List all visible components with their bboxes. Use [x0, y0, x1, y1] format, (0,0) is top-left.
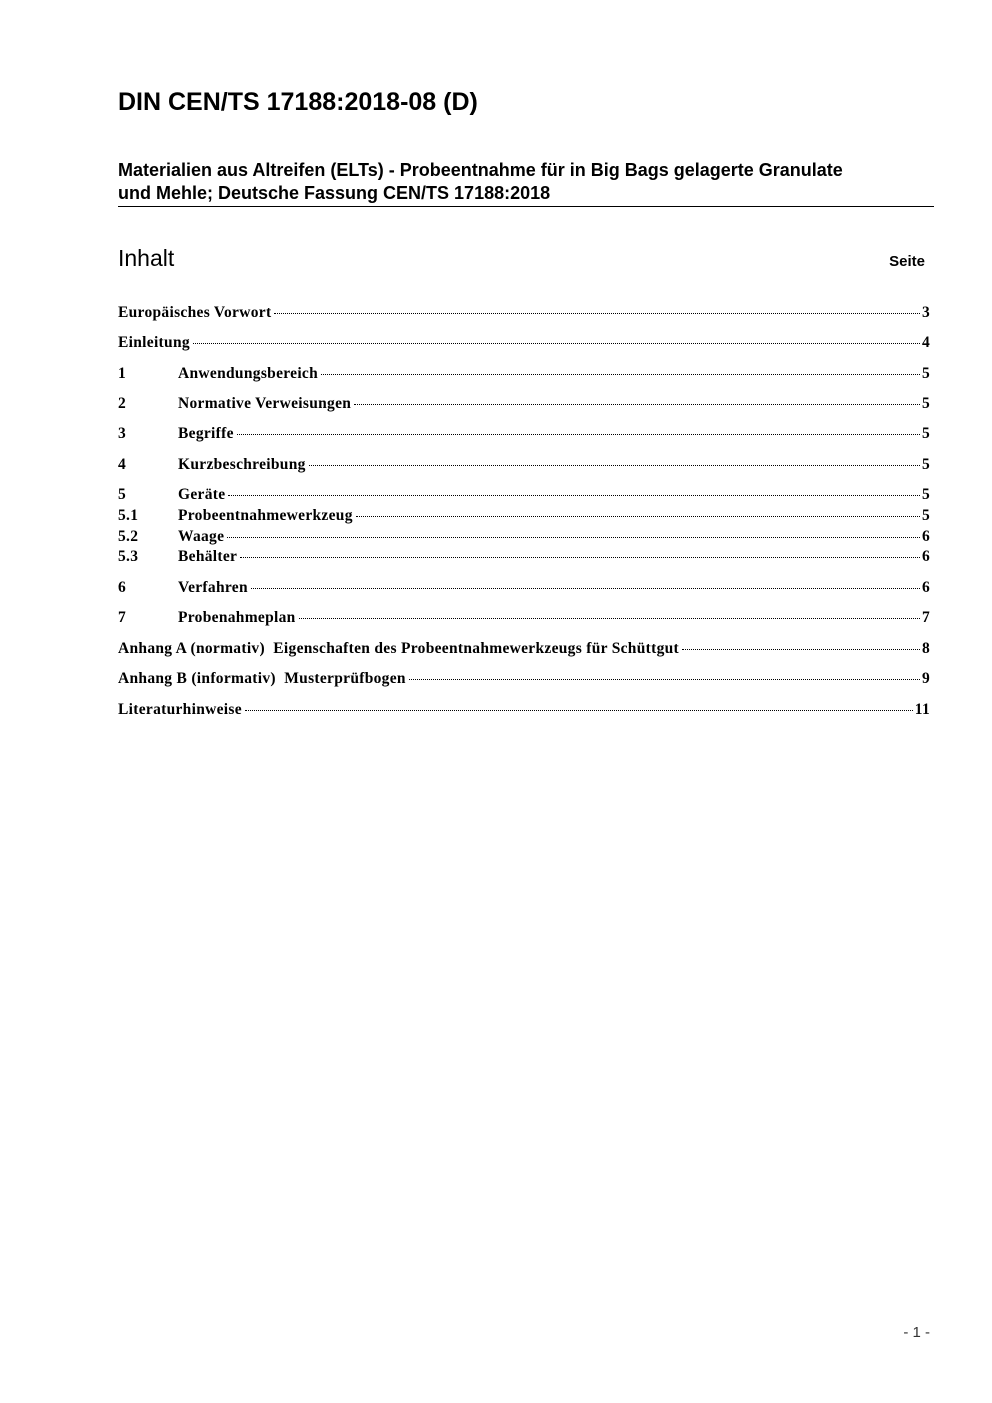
toc-entry-einleitung[interactable] [118, 333, 930, 352]
toc-heading: Inhalt [118, 245, 175, 271]
toc-entry-text: Literaturhinweise [118, 701, 242, 718]
toc-entry-geraete[interactable] [118, 485, 930, 504]
toc-dot-leader [237, 434, 920, 435]
document-subtitle [118, 159, 938, 205]
toc-entry-page: 7 [921, 609, 930, 626]
toc-entry-text: Europäisches Vorwort [118, 304, 272, 321]
toc-entry-anhang-a[interactable] [118, 639, 930, 658]
toc-dot-leader [356, 516, 920, 517]
toc-entry-text: Normative Verweisungen [178, 395, 352, 412]
document-title: DIN CEN/TS 17188:2018-08 (D) [118, 88, 478, 116]
toc-entry-probeentnahmewerkzeug[interactable] [118, 506, 930, 525]
toc-dot-leader [245, 710, 913, 711]
toc-dot-leader [354, 404, 920, 405]
toc-dot-leader [321, 374, 920, 375]
toc-entry-text: Einleitung [118, 334, 190, 351]
toc-entry-page: 6 [921, 548, 930, 565]
toc-dot-leader [251, 588, 920, 589]
toc-dot-leader [227, 537, 920, 538]
toc-entry-page: 5 [921, 395, 930, 412]
toc-entry-page: 5 [921, 425, 930, 442]
toc-entry-anhang-b[interactable] [118, 669, 930, 688]
toc-entry-europaeisches-vorwort[interactable] [118, 303, 930, 322]
toc-entry-number: 5.3 [118, 548, 139, 565]
toc-entry-anwendungsbereich[interactable] [118, 364, 930, 383]
toc-dot-leader [193, 343, 920, 344]
toc-entry-text: Begriffe [178, 425, 234, 442]
toc-entry-text: Verfahren [178, 579, 248, 596]
toc-dot-leader [309, 465, 920, 466]
toc-entry-page: 3 [921, 304, 930, 321]
toc-entry-text: Behälter [178, 548, 238, 565]
toc-entry-page: 8 [921, 640, 930, 657]
toc-dot-leader [299, 618, 920, 619]
toc-entry-page: 11 [914, 701, 930, 718]
toc-entry-number: 7 [118, 609, 127, 626]
toc-entry-text: Probeentnahmewerkzeug [178, 507, 353, 524]
toc-page-column-label: Seite [889, 253, 925, 270]
toc-entry-text: Anhang B (informativ) Musterprüfbogen [118, 670, 406, 687]
toc-entry-number: 1 [118, 365, 127, 382]
toc-entry-page: 5 [921, 456, 930, 473]
toc-entry-text: Anwendungsbereich [178, 365, 319, 382]
toc-entry-page: 6 [921, 528, 930, 545]
toc-entry-kurzbeschreibung[interactable] [118, 455, 930, 474]
toc-entry-begriffe[interactable] [118, 424, 930, 443]
toc-entry-number: 5.1 [118, 507, 139, 524]
toc-entry-normative-verweisungen[interactable] [118, 394, 930, 413]
toc-dot-leader [228, 495, 920, 496]
toc-dot-leader [240, 557, 920, 558]
toc-entry-number: 3 [118, 425, 127, 442]
toc-entry-number: 5.2 [118, 528, 139, 545]
toc-entry-page: 6 [921, 579, 930, 596]
toc-entry-page: 5 [921, 507, 930, 524]
toc-entry-waage[interactable] [118, 527, 930, 546]
toc-entry-number: 2 [118, 395, 127, 412]
page-number: - 1 - [903, 1324, 930, 1341]
toc-entry-number: 5 [118, 486, 127, 503]
subtitle-line-1: Materialien aus Altreifen (ELTs) - Probeentnahme für in Big Bags gelagerte Granulate [118, 160, 843, 180]
toc-entry-probenahmeplan[interactable] [118, 608, 930, 627]
toc-dot-leader [409, 679, 920, 680]
toc-entry-page: 5 [921, 486, 930, 503]
toc-entry-text: Probenahmeplan [178, 609, 296, 626]
toc-entry-text: Geräte [178, 486, 226, 503]
toc-entry-page: 4 [921, 334, 930, 351]
toc-entry-text: Kurzbeschreibung [178, 456, 306, 473]
toc-entry-text: Anhang A (normativ) Eigenschaften des Probeentnahmewerkzeugs für Schüttgut [118, 640, 679, 657]
toc-entry-literaturhinweise[interactable] [118, 700, 930, 719]
toc-entry-text: Waage [178, 528, 225, 545]
toc-entry-page: 5 [921, 365, 930, 382]
toc-entry-page: 9 [921, 670, 930, 687]
toc-dot-leader [682, 649, 920, 650]
subtitle-line-2: und Mehle; Deutsche Fassung CEN/TS 17188:2018 [118, 183, 551, 203]
toc-entry-number: 4 [118, 456, 127, 473]
toc-entry-number: 6 [118, 579, 127, 596]
subtitle-divider [118, 206, 934, 207]
toc-entry-verfahren[interactable] [118, 578, 930, 597]
toc-dot-leader [274, 313, 920, 314]
toc-entry-behaelter[interactable] [118, 547, 930, 566]
